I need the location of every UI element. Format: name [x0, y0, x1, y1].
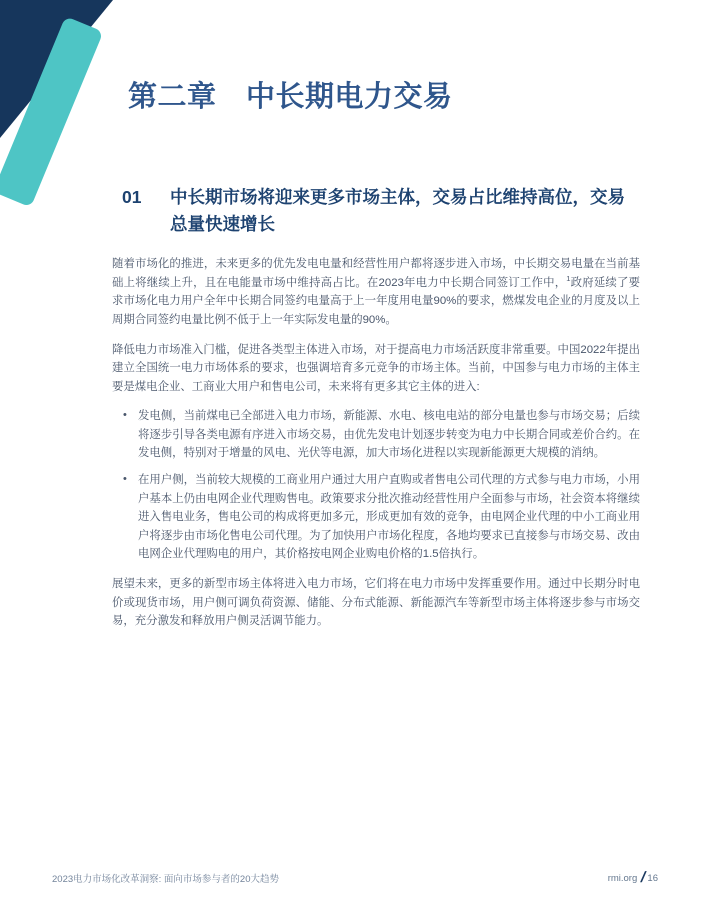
footer-page-number: 16: [647, 872, 658, 884]
section-heading: [122, 184, 640, 238]
paragraph-market-volume: [112, 255, 640, 329]
bullet-item-generation-side: [112, 407, 640, 463]
page-footer: [52, 871, 658, 885]
bullet-text: 在用户侧，当前较大规模的工商业用户通过大用户直购或者售电公司代理的方式参与电力市场，小用户基本上仍由电网企业代理购售电。政策要求分批次推动经营性用户全面参与市场，社会资本将继续进入售电业务，售电公司的构成将更加多元，形成更加有效的竞争，由电网企业代理的中小工商业用户将逐步由市场化售电公司代理。为了加快用户市场化程度，各地均要求已直接参与市场交易、改由电网企业代理购电的用户，其价格按电网企业购电价格的1.5倍执行。: [138, 474, 640, 561]
bullet-text: 发电侧，当前煤电已全部进入电力市场，新能源、水电、核电电站的部分电量也参与市场交易；后续将逐步引导各类电源有序进入市场交易，由优先发电计划逐步转变为电力中长期合同或差价合约。在发电侧，特别对于增量的风电、光伏等电源，加大市场化进程以实现新能源更大规模的消纳。: [138, 410, 640, 460]
section-title: 中长期市场将迎来更多市场主体，交易占比维持高位，交易总量快速增长: [170, 186, 625, 235]
paragraph-outlook: 展望未来，更多的新型市场主体将进入电力市场，它们将在电力市场中发挥重要作用。通过中长期分时电价或现货市场，用户侧可调负荷资源、储能、分布式能源、新能源汽车等新型市场主体将逐步参与市场交易，充分激发和释放用户侧灵活调节能力。: [112, 578, 640, 628]
footer-site-link[interactable]: rmi.org: [607, 872, 638, 884]
bullet-icon: •: [123, 409, 127, 422]
bullet-item-user-side: [112, 471, 640, 564]
bullet-icon: •: [123, 473, 127, 486]
footer-report-title: 2023电力市场化改革洞察: 面向市场参与者的20大趋势: [52, 874, 279, 885]
paragraph-text: 随着市场化的推进，未来更多的优先发电电量和经营性用户都将逐步进入市场，中长期交易电量在当前基础上将继续上升，且在电能量市场中维持高占比。在2023年电力中长期合同签订工作中，: [112, 258, 640, 289]
paragraph-market-entry: 降低电力市场准入门槛，促进各类型主体进入市场，对于提高电力市场活跃度非常重要。中国2022年提出建立全国统一电力市场体系的要求，也强调培育多元竞争的市场主体。当前，中国参与电力市场的主体主要是煤电企业、工商业大用户和售电公司，未来将有更多其它主体的进入:: [112, 343, 640, 393]
paragraph-text: 政府延续了要求市场化电力用户全年中长期合同签约电量高于上一年度用电量90%的要求，燃煤发电企业的月度及以上周期合同签约电量比例不低于上一年实际发电量的90%。: [112, 276, 640, 326]
body-copy: [112, 255, 640, 631]
chapter-title: 第二章 中长期电力交易: [128, 81, 453, 113]
footnote-ref-1: 1: [566, 273, 571, 283]
slash-icon: /: [639, 869, 648, 886]
footer-page-info: [607, 869, 658, 886]
page-content: [112, 0, 640, 642]
bullet-list: [112, 407, 640, 564]
section-number: 01: [122, 186, 142, 207]
